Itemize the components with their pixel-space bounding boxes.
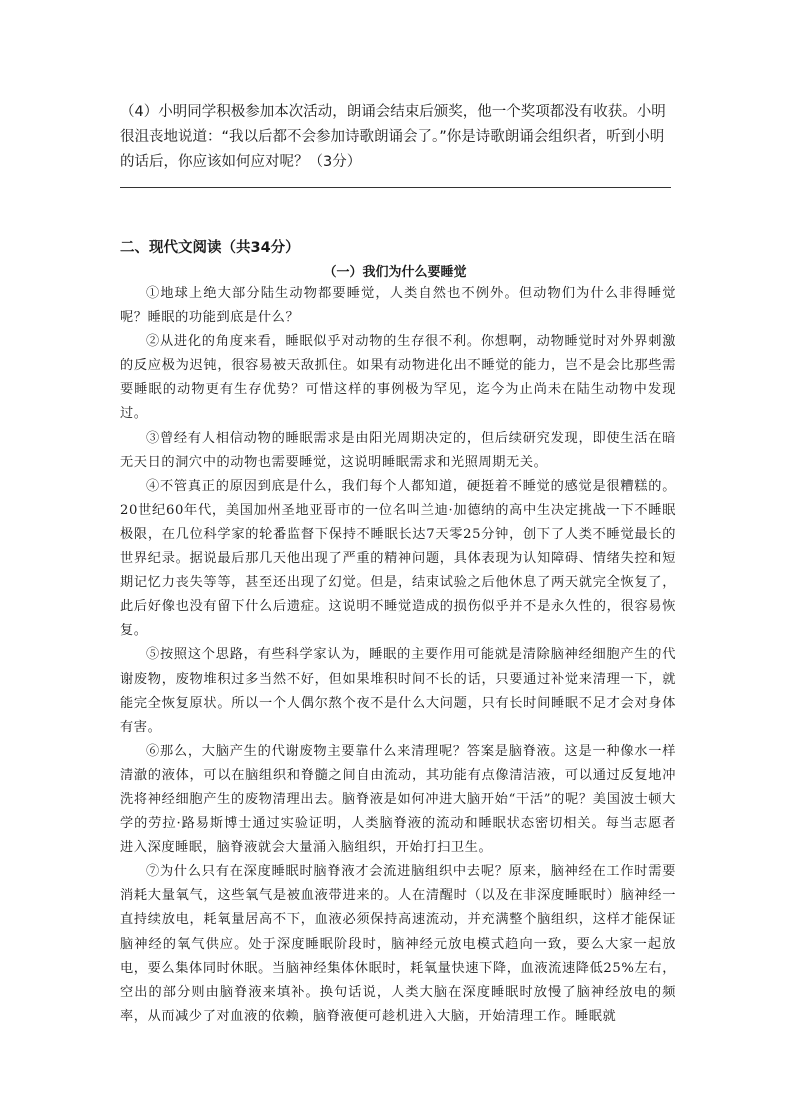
paragraph-1: ①地球上绝大部分陆生动物都要睡觉，人类自然也不例外。但动物们为什么非得睡觉呢？睡眠的功能到底是什么？	[120, 286, 676, 326]
article-body	[120, 282, 676, 1029]
paragraph-2: ②从进化的角度来看，睡眠似乎对动物的生存很不利。你想啊，动物睡觉时对外界刺激的反应极为迟钝，很容易被天敌抓住。如果有动物进化出不睡觉的能力，岂不是会比那些需要睡眠的动物更有生存优势？可惜这样的事例极为罕见，迄今为止尚未在陆生动物中发现过。	[120, 334, 676, 422]
paragraph-3: ③曾经有人相信动物的睡眠需求是由阳光周期决定的，但后续研究发现，即使生活在暗无天日的洞穴中的动物也需要睡觉，这说明睡眠需求和光照周期无关。	[120, 430, 676, 470]
paragraph-5: ⑤按照这个思路，有些科学家认为，睡眠的主要作用可能就是清除脑神经细胞产生的代谢废物，废物堆积过多当然不好，但如果堆积时间不长的话，只要通过补觉来清理一下，就能完全恢复原状。所以一个人偶尔熬个夜不是什么大问题，只有长时间睡眠不足才会对身体有害。	[120, 647, 676, 735]
section-title: 二、现代文阅读（共34分）	[120, 240, 300, 256]
paragraph-6: ⑥那么，大脑产生的代谢废物主要靠什么来清理呢？答案是脑脊液。这是一种像水一样清澈的液体，可以在脑组织和脊髓之间自由流动，其功能有点像清洁液，可以通过反复地冲洗将神经细胞产生的废物清理出去。脑脊液是如何冲进大脑开始“干活”的呢？美国波士顿大学的劳拉·路易斯博士通过实验证明，人类脑脊液的流动和睡眠状态密切相关。每当志愿者进入深度睡眠，脑脊液就会大量涌入脑组织，开始打扫卫生。	[120, 743, 676, 856]
question-4: （4）小明同学积极参加本次活动，朗诵会结束后颁奖，他一个奖项都没有收获。小明很沮丧地说道：“我以后都不会参加诗歌朗诵会了。”你是诗歌朗诵会组织者，听到小明的话后，你应该如何应对呢？（3分）	[120, 104, 666, 170]
article-title: （一）我们为什么要睡觉	[323, 265, 467, 280]
paragraph-7: ⑦为什么只有在深度睡眠时脑脊液才会流进脑组织中去呢？原来，脑神经在工作时需要消耗大量氧气，这些氧气是被血液带进来的。人在清醒时（以及在非深度睡眠时）脑神经一直持续放电，耗氧量居高不下，血液必须保持高速流动，并充满整个脑组织，这样才能保证脑神经的氧气供应。处于深度睡眠阶段时，脑神经元放电模式趋向一致，要么大家一起放电，要么集体同时休眠。当脑神经集体休眠时，耗氧量快速下降，血液流速降低25%左右，空出的部分则由脑脊液来填补。换句话说，人类大脑在深度睡眠时放慢了脑神经放电的频率，从而减少了对血液的依赖，脑脊液便可趁机进入大脑，开始清理工作。睡眠就	[120, 864, 676, 1024]
paragraph-4: ④不管真正的原因到底是什么，我们每个人都知道，硬挺着不睡觉的感觉是很糟糕的。20世纪60年代，美国加州圣地亚哥市的一位名叫兰迪·加德纳的高中生决定挑战一下不睡眠极限，在几位科学家的轮番监督下保持不睡眠长达7天零25分钟，创下了人类不睡觉最长的世界纪录。据说最后那几天他出现了严重的精神问题，具体表现为认知障碍、情绪失控和短期记忆力丧失等等，甚至还出现了幻觉。但是，结束试验之后他休息了两天就完全恢复了，此后好像也没有留下什么后遗症。这说明不睡觉造成的损伤似乎并不是永久性的，很容易恢复。	[120, 478, 676, 639]
answer-line	[120, 187, 671, 188]
